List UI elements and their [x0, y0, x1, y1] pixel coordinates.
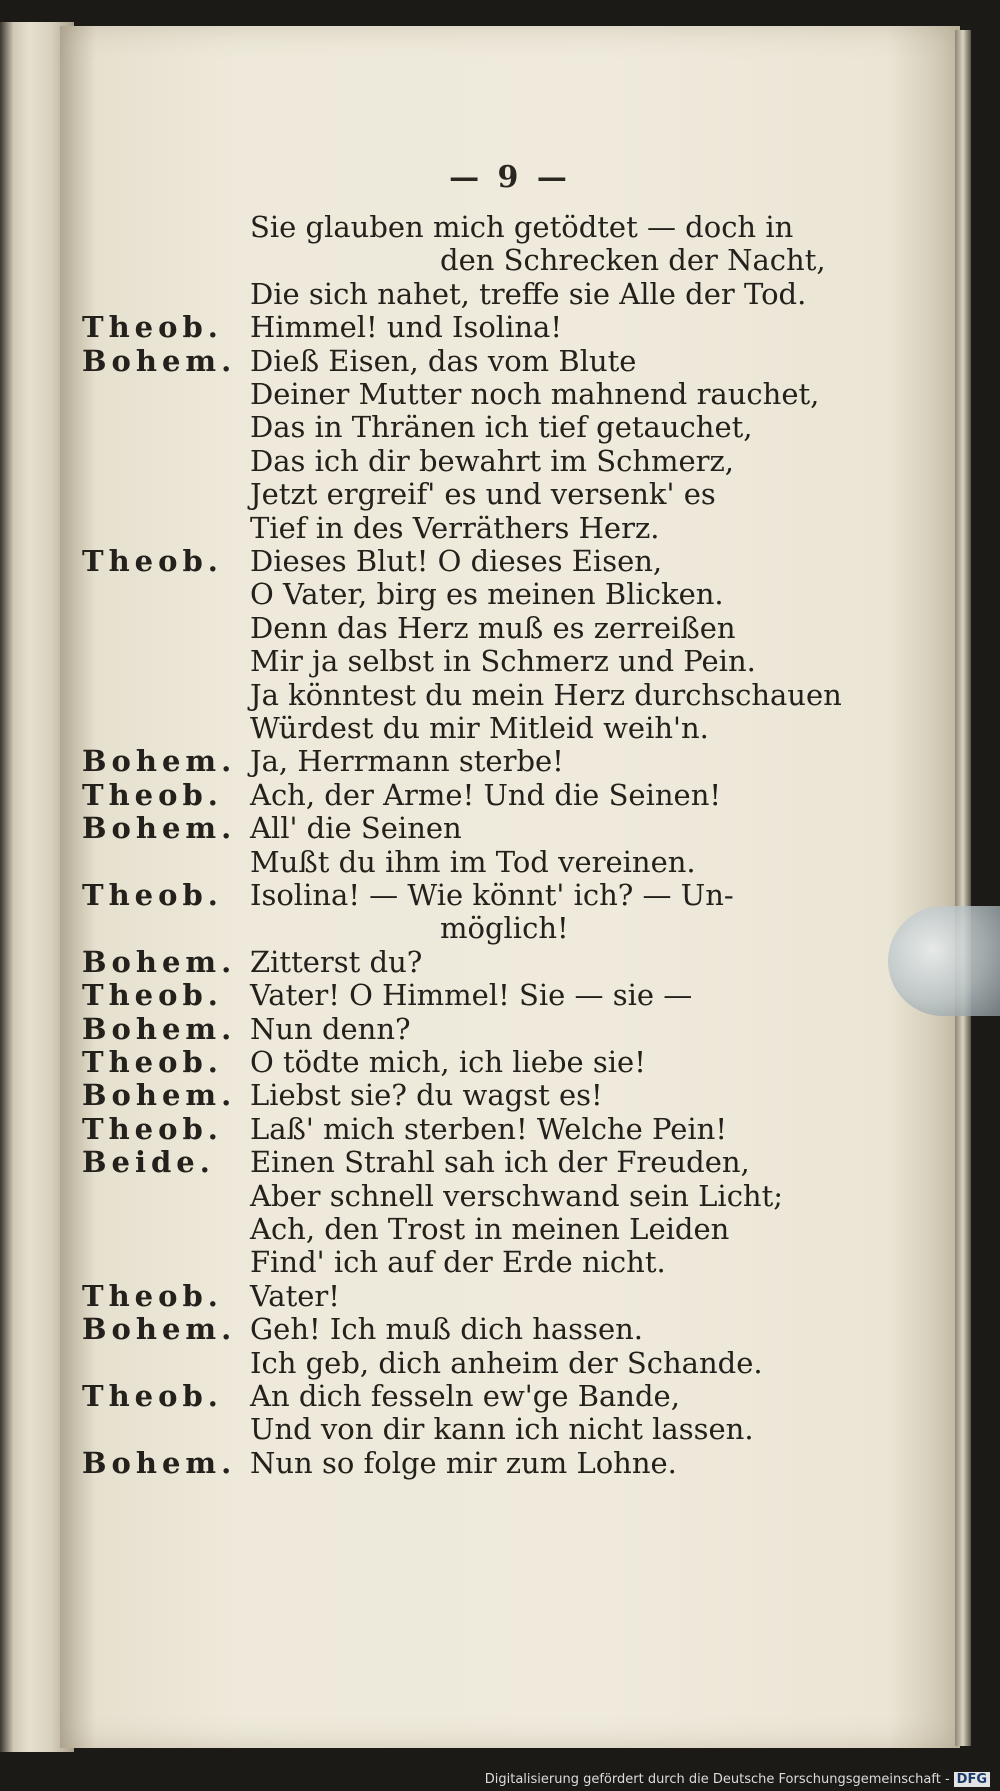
verse-line: O Vater, birg es meinen Blicken. [250, 577, 724, 612]
verse-line: All' die Seinen [250, 811, 462, 846]
speaker-label: Theob. [82, 1379, 223, 1413]
verse-line: Das ich dir bewahrt im Schmerz, [250, 443, 735, 478]
speaker-label: Theob. [82, 777, 223, 812]
speaker-label: Beide. [82, 1145, 215, 1180]
speaker-label: Theob. [82, 878, 223, 912]
verse-line: Ja, Herrmann sterbe! [250, 744, 564, 779]
verse-line: Nun denn? [250, 1011, 411, 1046]
speaker-label: Bohem. [82, 1078, 237, 1113]
footer-credit-text: Digitalisierung gefördert durch die Deutsche Forschungsgemeinschaft - [484, 1772, 950, 1787]
verse-line: Ja könntest du mein Herz durchschauen [250, 677, 842, 712]
verse-line: Laß' mich sterben! Welche Pein! [250, 1111, 728, 1146]
verse-line: möglich! [440, 911, 569, 946]
speaker-label: Bohem. [82, 744, 237, 779]
verse-line: Mir ja selbst in Schmerz und Pein. [250, 644, 756, 679]
verse-line: Find' ich auf der Erde nicht. [250, 1245, 666, 1280]
verse-line: An dich fesseln ew'ge Bande, [250, 1379, 680, 1413]
verse-line: Sie glauben mich getödtet — doch in [250, 210, 794, 244]
verse-line: Vater! O Himmel! Sie — sie — [250, 978, 693, 1013]
verse-line: Würdest du mir Mitleid weih'n. [250, 711, 709, 745]
speaker-label: Theob. [82, 1111, 223, 1146]
speaker-label: Bohem. [82, 1312, 237, 1347]
verse-line: Die sich nahet, treffe sie Alle der Tod. [250, 276, 807, 311]
speaker-label: Theob. [82, 544, 223, 578]
verse-line: Himmel! und Isolina! [250, 310, 562, 345]
verse-line: Isolina! — Wie könnt' ich? — Un- [250, 878, 734, 912]
speaker-label: Bohem. [82, 343, 237, 378]
verse-line: Zitterst du? [250, 944, 423, 979]
verse-line: Geh! Ich muß dich hassen. [250, 1312, 644, 1347]
verse-line: Deiner Mutter noch mahnend rauchet, [250, 377, 820, 411]
verse-line: den Schrecken der Nacht, [440, 243, 826, 278]
dfg-logo: DFG [954, 1772, 990, 1787]
speaker-label: Bohem. [82, 1445, 237, 1480]
verse-line: Aber schnell verschwand sein Licht; [250, 1178, 784, 1213]
verse-line: Das in Thränen ich tief getauchet, [250, 410, 753, 445]
speaker-label: Theob. [82, 978, 223, 1013]
verse-line: Jetzt ergreif' es und versenk' es [250, 477, 716, 512]
speaker-label: Bohem. [82, 811, 237, 846]
verse-line: Tief in des Verräthers Herz. [250, 510, 660, 545]
verse-line: Und von dir kann ich nicht lassen. [250, 1412, 754, 1447]
verse-line: Dieß Eisen, das vom Blute [250, 343, 637, 378]
speaker-label: Theob. [82, 310, 223, 345]
speaker-label: Theob. [82, 1045, 223, 1079]
verse-line: O tödte mich, ich liebe sie! [250, 1045, 646, 1079]
verse-line: Ach, den Trost in meinen Leiden [250, 1212, 730, 1246]
speaker-label: Theob. [82, 1278, 223, 1313]
page-number: — 9 — [449, 160, 571, 195]
verse-line: Dieses Blut! O dieses Eisen, [250, 544, 663, 578]
verse-line: Nun so folge mir zum Lohne. [250, 1445, 677, 1480]
book-page [60, 26, 960, 1748]
verse-line: Liebst sie? du wagst es! [250, 1078, 603, 1113]
page-edge-right [955, 30, 971, 1746]
verse-line: Einen Strahl sah ich der Freuden, [250, 1145, 750, 1180]
verse-line: Vater! [250, 1278, 340, 1313]
verse-line: Ach, der Arme! Und die Seinen! [250, 777, 722, 812]
verse-line: Ich geb, dich anheim der Schande. [250, 1345, 763, 1380]
speaker-label: Bohem. [82, 1011, 237, 1046]
verse-line: Denn das Herz muß es zerreißen [250, 610, 736, 645]
verse-line: Mußt du ihm im Tod vereinen. [250, 844, 696, 879]
page-clip-tab [888, 906, 1000, 1016]
footer-credit [485, 1772, 990, 1787]
speaker-label: Bohem. [82, 944, 237, 979]
